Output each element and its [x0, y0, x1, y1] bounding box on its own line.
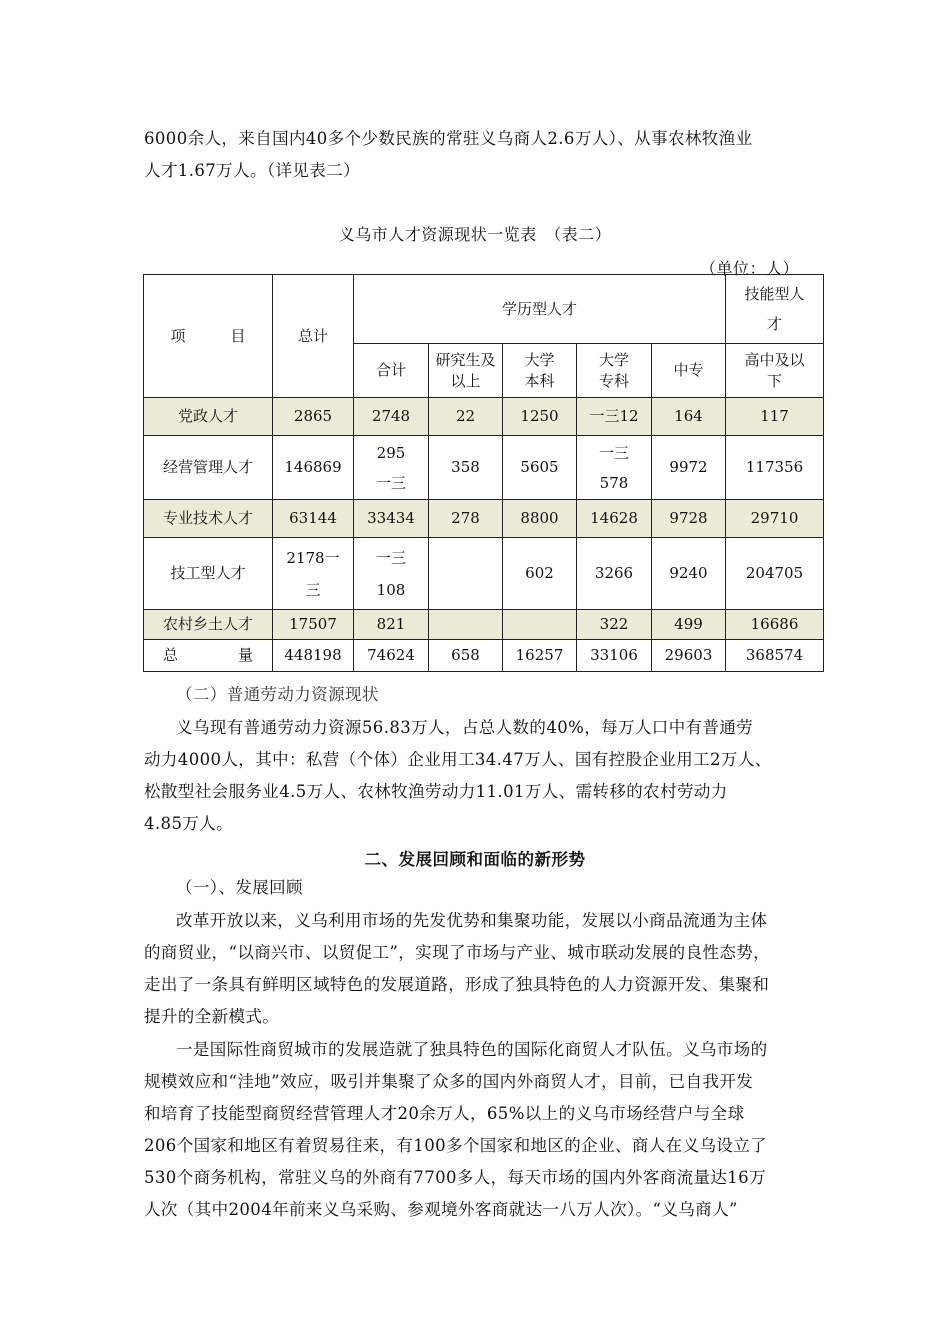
- table-cell: 33434: [354, 500, 429, 538]
- table-cell: 602: [503, 538, 577, 610]
- paragraph-line: 动力4000人，其中：私营（个体）企业用工34.47万人、国有控股企业用工2万人、: [144, 750, 772, 769]
- row-name: 专业技术人才: [144, 500, 273, 538]
- table-title: 义乌市人才资源现状一览表 （表二）: [338, 225, 612, 244]
- table-row: [144, 500, 824, 538]
- section-title: （二）普通劳动力资源现状: [176, 685, 379, 704]
- table-cell: 9728: [652, 500, 726, 538]
- paragraph-line: 一是国际性商贸城市的发展造就了独具特色的国际化商贸人才队伍。义乌市场的: [176, 1040, 768, 1059]
- table-cell: 821: [354, 610, 429, 640]
- table-cell: 一三578: [577, 436, 652, 500]
- table-cell: [429, 610, 503, 640]
- table-cell: 9972: [652, 436, 726, 500]
- table-cell: 2748: [354, 398, 429, 436]
- header-col: 中专: [652, 344, 726, 398]
- header-col: 高中及以下: [726, 344, 824, 398]
- table-cell: 164: [652, 398, 726, 436]
- table-cell: 一三108: [354, 538, 429, 610]
- row-name: 技工型人才: [144, 538, 273, 610]
- header-skill-group: 技能型人才: [726, 275, 824, 344]
- table-cell: 5605: [503, 436, 577, 500]
- table-cell: 448198: [273, 640, 354, 672]
- header-col: 研究生及以上: [429, 344, 503, 398]
- paragraph-line: 提升的全新模式。: [144, 1007, 280, 1026]
- header-col: 合计: [354, 344, 429, 398]
- table-cell: 33106: [577, 640, 652, 672]
- subsection-title: （一）、发展回顾: [176, 878, 303, 897]
- table-cell: 22: [429, 398, 503, 436]
- header-item: 项 目: [144, 275, 273, 398]
- table-cell: 117356: [726, 436, 824, 500]
- table-cell: 16686: [726, 610, 824, 640]
- header-edu-group: 学历型人才: [354, 275, 726, 344]
- paragraph-line: 松散型社会服务业4.5万人、农林牧渔劳动力11.01万人、需转移的农村劳动力: [144, 782, 728, 801]
- header-col: 大学本科: [503, 344, 577, 398]
- table-cell: 16257: [503, 640, 577, 672]
- paragraph-line: 人才1.67万人。（详见表二）: [144, 161, 360, 180]
- table-cell: 74624: [354, 640, 429, 672]
- table-cell: 14628: [577, 500, 652, 538]
- paragraph-line: 206个国家和地区有着贸易往来，有100多个国家和地区的企业、商人在义乌设立了: [144, 1136, 768, 1155]
- row-name: 总 量: [144, 640, 273, 672]
- table-row: [144, 610, 824, 640]
- table-cell: 204705: [726, 538, 824, 610]
- row-name: 党政人才: [144, 398, 273, 436]
- table-cell: [503, 610, 577, 640]
- table-cell: 278: [429, 500, 503, 538]
- header-total: 总计: [273, 275, 354, 398]
- paragraph-line: 走出了一条具有鲜明区域特色的发展道路，形成了独具特色的人力资源开发、集聚和: [144, 975, 770, 994]
- table-cell: 295一三: [354, 436, 429, 500]
- table-cell: 358: [429, 436, 503, 500]
- table-cell: 一三12: [577, 398, 652, 436]
- table-row: [144, 538, 824, 610]
- table-cell: 146869: [273, 436, 354, 500]
- paragraph-line: 义乌现有普通劳动力资源56.83万人，占总人数的40%，每万人口中有普通劳: [176, 718, 754, 737]
- table-cell: 2178一三: [273, 538, 354, 610]
- table-row: [144, 640, 824, 672]
- table-cell: 322: [577, 610, 652, 640]
- table-cell: 658: [429, 640, 503, 672]
- table-cell: 2865: [273, 398, 354, 436]
- table-cell: 29710: [726, 500, 824, 538]
- row-name: 农村乡土人才: [144, 610, 273, 640]
- paragraph-line: 人次（其中2004年前来义乌采购、参观境外客商就达一八万人次）。“义乌商人”: [144, 1200, 738, 1219]
- header-col: 大学专科: [577, 344, 652, 398]
- paragraph-line: 6000余人，来自国内40多个少数民族的常驻义乌商人2.6万人）、从事农林牧渔业: [144, 129, 753, 148]
- paragraph-line: 和培育了技能型商贸经营管理人才20余万人，65%以上的义乌市场经营户与全球: [144, 1104, 745, 1123]
- table-cell: 8800: [503, 500, 577, 538]
- table-row: [144, 398, 824, 436]
- chapter-heading: 二、发展回顾和面临的新形势: [364, 850, 586, 869]
- table-cell: 368574: [726, 640, 824, 672]
- table-cell: [429, 538, 503, 610]
- table-cell: 117: [726, 398, 824, 436]
- table-row: [144, 436, 824, 500]
- table-cell: 1250: [503, 398, 577, 436]
- table-cell: 499: [652, 610, 726, 640]
- row-name: 经营管理人才: [144, 436, 273, 500]
- paragraph-line: 的商贸业，“以商兴市、以贸促工”，实现了市场与产业、城市联动发展的良性态势，: [144, 943, 771, 962]
- table-cell: 29603: [652, 640, 726, 672]
- paragraph-line: 改革开放以来，义乌利用市场的先发优势和集聚功能，发展以小商品流通为主体: [176, 911, 768, 930]
- paragraph-line: 4.85万人。: [144, 814, 234, 833]
- talent-table: [143, 274, 824, 672]
- paragraph-line: 530个商务机构，常驻义乌的外商有7700多人，每天市场的国内外客商流量达16万: [144, 1168, 766, 1187]
- table-unit: （单位：人）: [700, 259, 800, 278]
- paragraph-line: 规模效应和“洼地”效应，吸引并集聚了众多的国内外商贸人才，目前，已自我开发: [144, 1072, 754, 1091]
- table-cell: 9240: [652, 538, 726, 610]
- table-cell: 3266: [577, 538, 652, 610]
- table-cell: 63144: [273, 500, 354, 538]
- table-cell: 17507: [273, 610, 354, 640]
